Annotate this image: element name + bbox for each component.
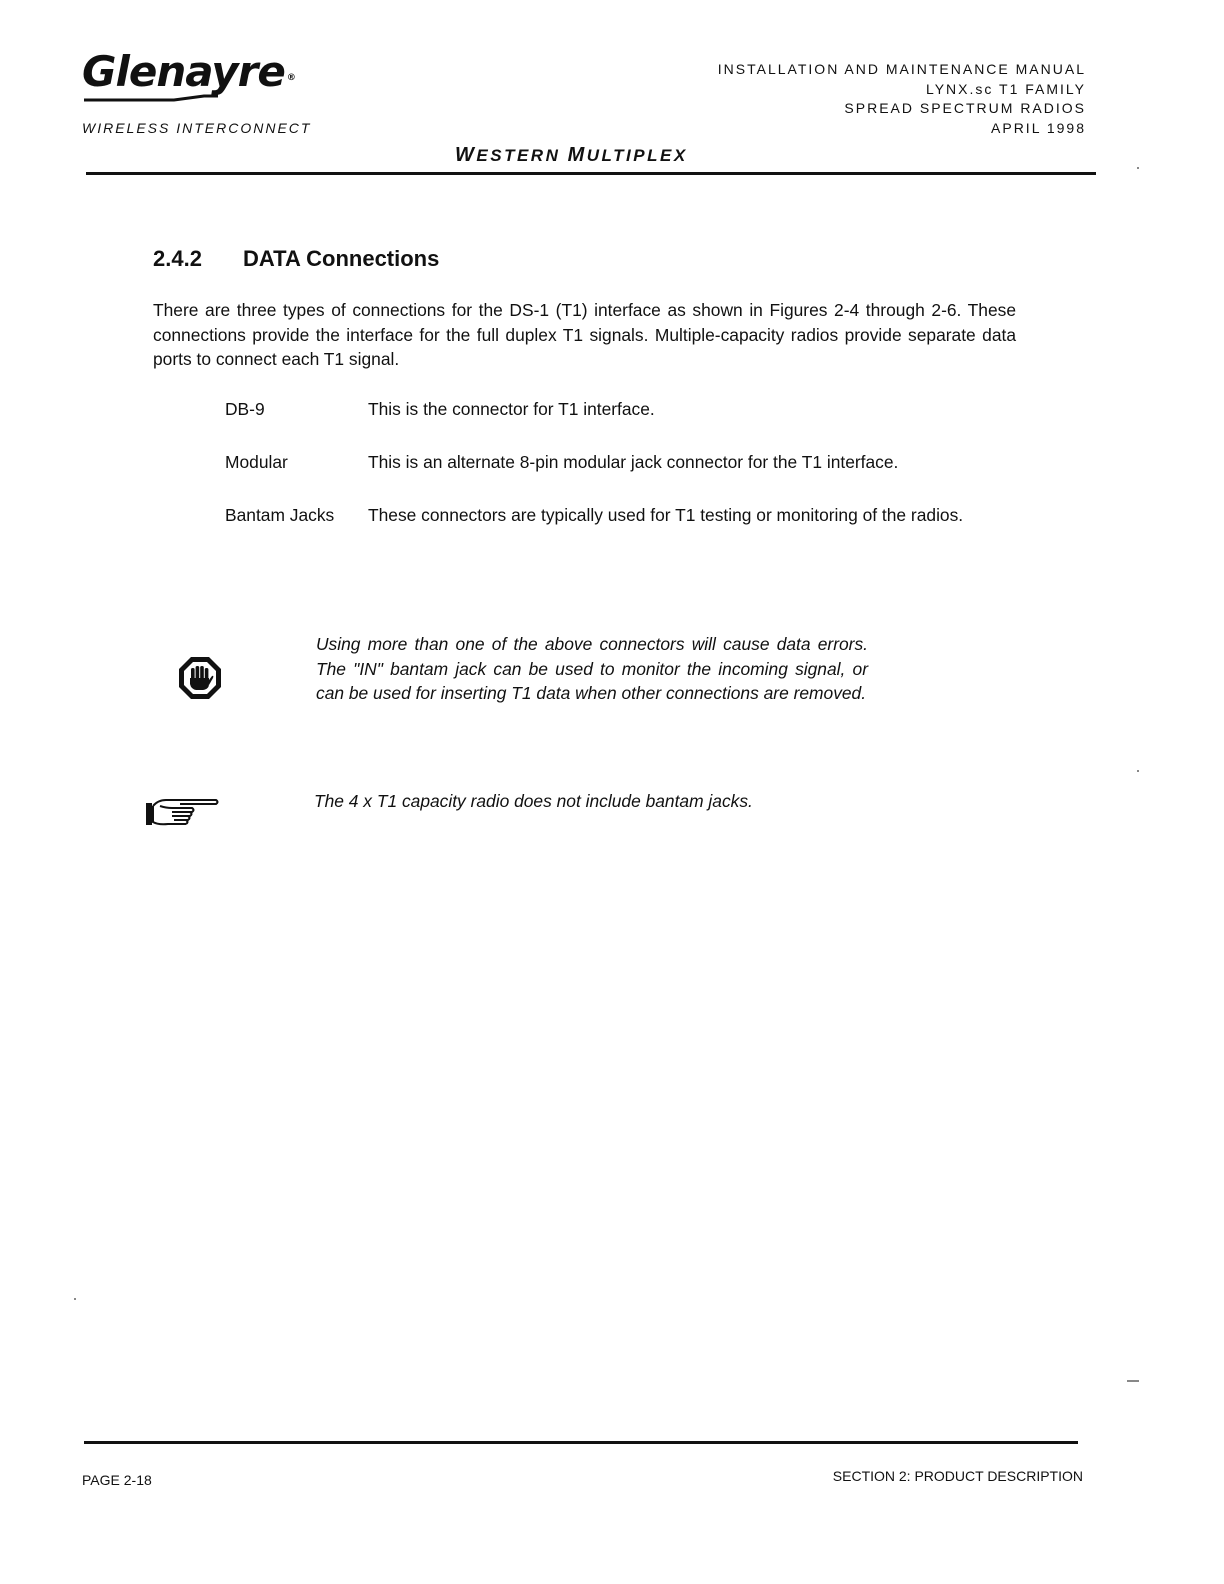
intro-paragraph: There are three types of connections for the DS-1 (T1) interface as shown in Figures 2-4 through 2-6. These connections provide the interface for the full duplex T1 signals. Multiple-capacity radios provide separate data ports to connect each T1 signal. xyxy=(153,300,1016,369)
note-text: The 4 x T1 capacity radio does not include bantam jacks. xyxy=(314,791,753,811)
connection-term: DB-9 xyxy=(225,399,265,419)
registered-mark: ® xyxy=(286,73,295,83)
product-family: LYNX.sc T1 FAMILY xyxy=(925,80,1086,97)
connection-description: These connectors are typically used for T1 testing or monitoring of the radios. xyxy=(368,505,964,525)
section-heading xyxy=(153,246,439,272)
footer-section: SECTION 2: PRODUCT DESCRIPTION xyxy=(832,1468,1083,1484)
page-number: PAGE 2-18 xyxy=(82,1472,152,1488)
scan-speck xyxy=(1137,770,1139,772)
connection-description: This is an alternate 8-pin modular jack connector for the T1 interface. xyxy=(368,452,899,472)
doc-title: INSTALLATION AND MAINTENANCE MANUAL xyxy=(717,61,1086,77)
warning-text: Using more than one of the above connectors will cause data errors. The "IN" bantam jack can be used to monitor the incoming signal, or can be used for inserting T1 data when other connections are removed. xyxy=(316,634,868,703)
product-type: SPREAD SPECTRUM RADIOS xyxy=(844,100,1086,116)
company-logo xyxy=(82,47,382,136)
scan-speck xyxy=(1137,167,1139,169)
scan-speck xyxy=(74,1298,76,1300)
header-rule xyxy=(86,172,1096,175)
document-info xyxy=(718,60,1086,138)
company-name: WESTERN MULTIPLEX xyxy=(455,144,688,166)
stop-hand-icon xyxy=(178,656,222,700)
pointing-hand-icon xyxy=(146,794,220,826)
logo-tagline: WIRELESS INTERCONNECT xyxy=(82,120,312,136)
scan-speck xyxy=(1127,1380,1139,1382)
logo-wordmark: Glenayre xyxy=(82,47,285,96)
logo-underline-swoosh xyxy=(84,92,254,104)
connection-term: Bantam Jacks xyxy=(225,505,335,525)
connection-term: Modular xyxy=(225,452,288,472)
footer-rule xyxy=(84,1441,1078,1444)
section-number: 2.4.2 xyxy=(153,246,202,271)
doc-date: APRIL 1998 xyxy=(991,119,1086,136)
connection-description: This is the connector for T1 interface. xyxy=(368,399,655,419)
section-title: DATA Connections xyxy=(243,246,440,271)
